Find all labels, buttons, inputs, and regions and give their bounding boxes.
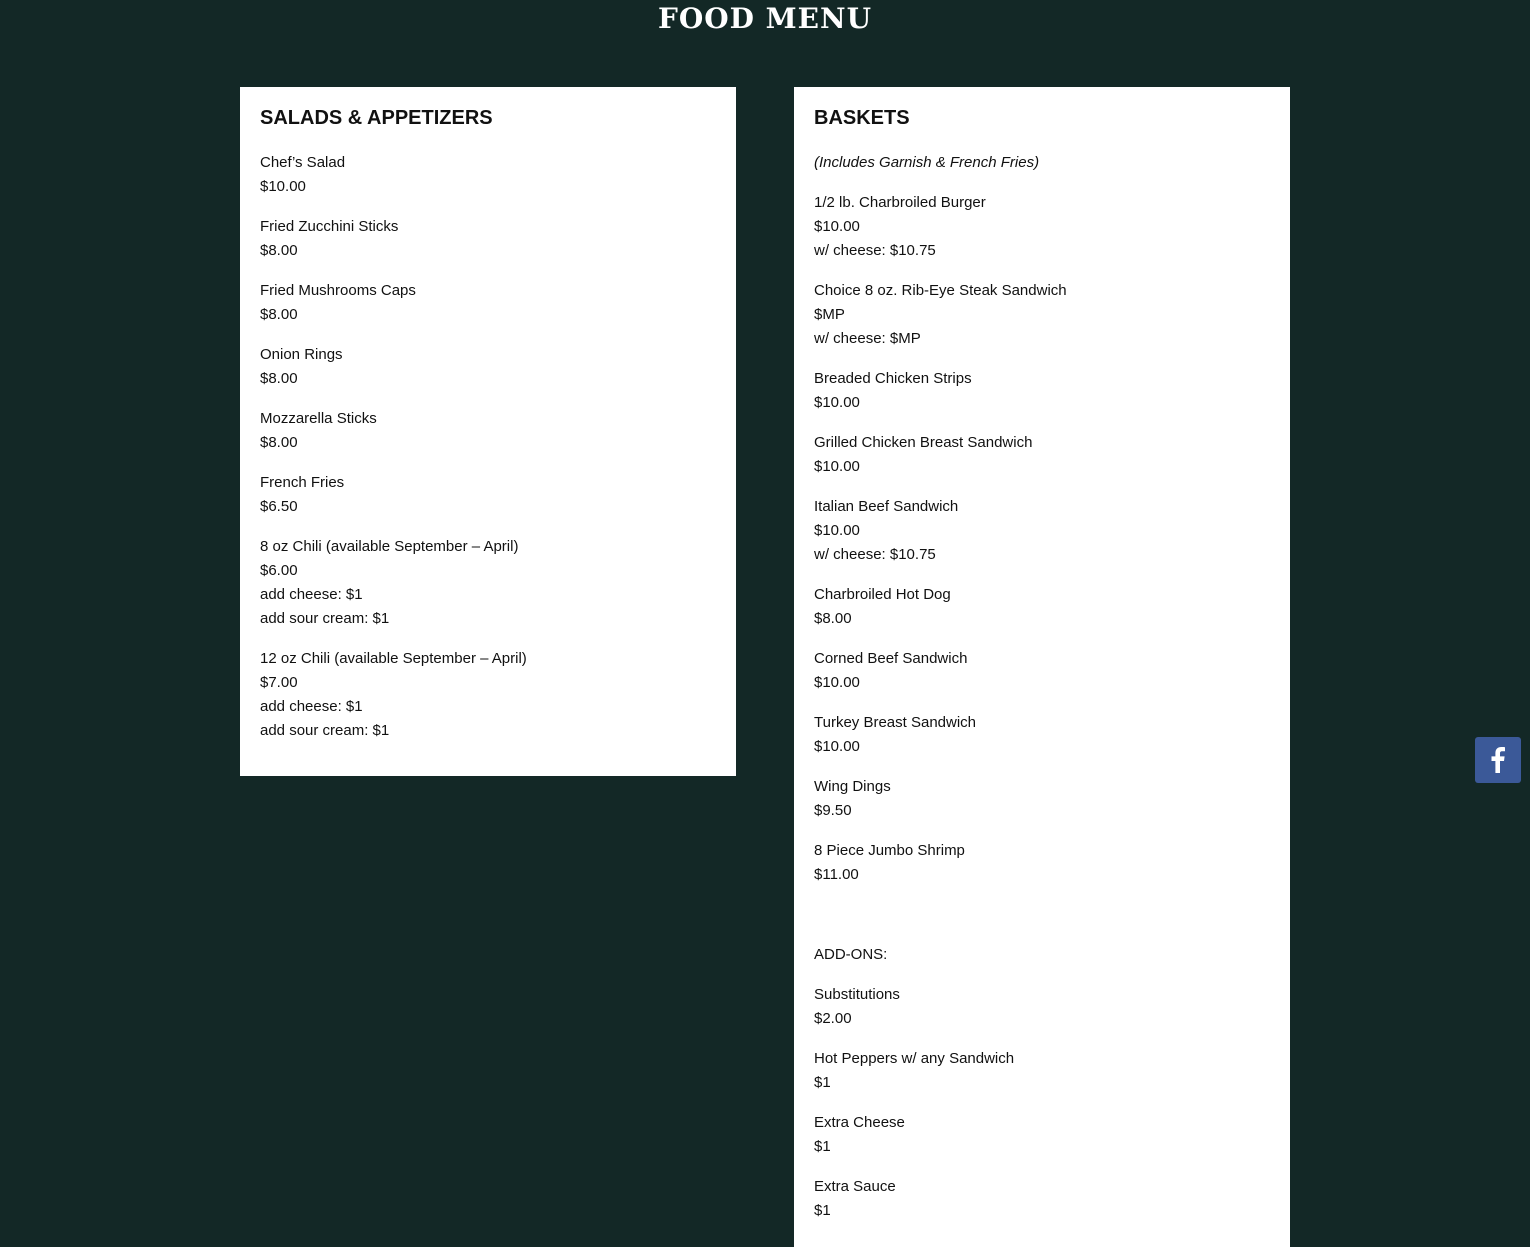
menu-item-price: $10.00 (814, 738, 860, 755)
menu-item (814, 1047, 1270, 1095)
menu-item (814, 1111, 1270, 1159)
menu-item (260, 151, 716, 199)
menu-item (814, 983, 1270, 1031)
menu-item-price: $10.00 (814, 394, 860, 411)
baskets-subtitle: (Includes Garnish & French Fries) (814, 154, 1040, 171)
spacer (814, 903, 1270, 943)
menu-item-name: 8 Piece Jumbo Shrimp (814, 842, 965, 859)
menu-item-option: w/ cheese: $10.75 (814, 242, 936, 259)
menu-item (814, 1175, 1270, 1223)
menu-item-option: add cheese: $1 (260, 698, 363, 715)
menu-item (814, 775, 1270, 823)
menu-item-name: Turkey Breast Sandwich (814, 714, 977, 731)
menu-item-price: $2.00 (814, 1010, 852, 1027)
menu-item-price: $MP (814, 306, 845, 323)
salads-appetizers-panel (240, 87, 736, 776)
menu-item-name: Grilled Chicken Breast Sandwich (814, 434, 1033, 451)
menu-item-price: $8.00 (260, 370, 298, 387)
menu-item-price: $11.00 (814, 866, 859, 883)
menu-item (814, 279, 1270, 351)
menu-item (260, 647, 716, 743)
page-title: FOOD MENU (657, 2, 873, 35)
menu-item-price: $10.00 (814, 218, 860, 235)
menu-item-price: $7.00 (260, 674, 298, 691)
menu-item-price: $6.00 (260, 562, 298, 579)
menu-item-price: $1 (814, 1074, 831, 1091)
menu-item (814, 711, 1270, 759)
menu-item-option: w/ cheese: $10.75 (814, 546, 936, 563)
salads-item-list (260, 151, 716, 743)
menu-item (814, 495, 1270, 567)
baskets-panel (794, 87, 1290, 1247)
addons-heading: ADD-ONS: (814, 946, 888, 963)
menu-item (260, 471, 716, 519)
menu-item-name: Chef’s Salad (260, 154, 346, 171)
menu-item (814, 647, 1270, 695)
menu-item-name: French Fries (260, 474, 345, 491)
menu-item (814, 839, 1270, 887)
menu-item-name: Choice 8 oz. Rib-Eye Steak Sandwich (814, 282, 1067, 299)
menu-item (814, 583, 1270, 631)
menu-item-name: Breaded Chicken Strips (814, 370, 972, 387)
menu-item-name: Hot Peppers w/ any Sandwich (814, 1050, 1015, 1067)
facebook-share-button[interactable] (1475, 737, 1521, 783)
menu-item (260, 407, 716, 455)
menu-item-name: Charbroiled Hot Dog (814, 586, 951, 603)
menu-item-name: Fried Zucchini Sticks (260, 218, 399, 235)
menu-item-option: add sour cream: $1 (260, 610, 390, 627)
menu-item-name: Wing Dings (814, 778, 891, 795)
menu-item-price: $6.50 (260, 498, 298, 515)
menu-item-price: $8.00 (260, 434, 298, 451)
menu-item (814, 191, 1270, 263)
menu-item-name: Mozzarella Sticks (260, 410, 377, 427)
menu-item (260, 215, 716, 263)
section-heading-salads: SALADS & APPETIZERS (260, 107, 493, 129)
menu-item-option: add cheese: $1 (260, 586, 363, 603)
menu-item (814, 367, 1270, 415)
menu-item-price: $9.50 (814, 802, 852, 819)
menu-item-option: add sour cream: $1 (260, 722, 390, 739)
menu-item-price: $1 (814, 1138, 831, 1155)
baskets-item-list (814, 191, 1270, 887)
menu-item (260, 343, 716, 391)
menu-item-price: $8.00 (260, 306, 298, 323)
menu-item-name: Fried Mushrooms Caps (260, 282, 416, 299)
menu-item-name: Corned Beef Sandwich (814, 650, 968, 667)
menu-item-price: $1 (814, 1202, 831, 1219)
menu-item-name: 1/2 lb. Charbroiled Burger (814, 194, 986, 211)
menu-item-price: $10.00 (260, 178, 306, 195)
menu-item-name: Extra Cheese (814, 1114, 905, 1131)
menu-item-price: $8.00 (814, 610, 852, 627)
menu-item-name: 12 oz Chili (available September – April) (260, 650, 527, 667)
menu-item (260, 535, 716, 631)
menu-item-price: $10.00 (814, 674, 860, 691)
facebook-icon (1491, 747, 1505, 773)
menu-item-price: $8.00 (260, 242, 298, 259)
addons-item-list (814, 983, 1270, 1223)
menu-item-name: Onion Rings (260, 346, 343, 363)
menu-item (814, 431, 1270, 479)
menu-item-price: $10.00 (814, 458, 860, 475)
menu-item-name: Extra Sauce (814, 1178, 896, 1195)
menu-item (260, 279, 716, 327)
section-heading-baskets: BASKETS (814, 107, 910, 129)
menu-item-name: Italian Beef Sandwich (814, 498, 959, 515)
menu-item-name: 8 oz Chili (available September – April) (260, 538, 519, 555)
menu-item-option: w/ cheese: $MP (814, 330, 921, 347)
menu-item-name: Substitutions (814, 986, 900, 1003)
menu-item-price: $10.00 (814, 522, 860, 539)
